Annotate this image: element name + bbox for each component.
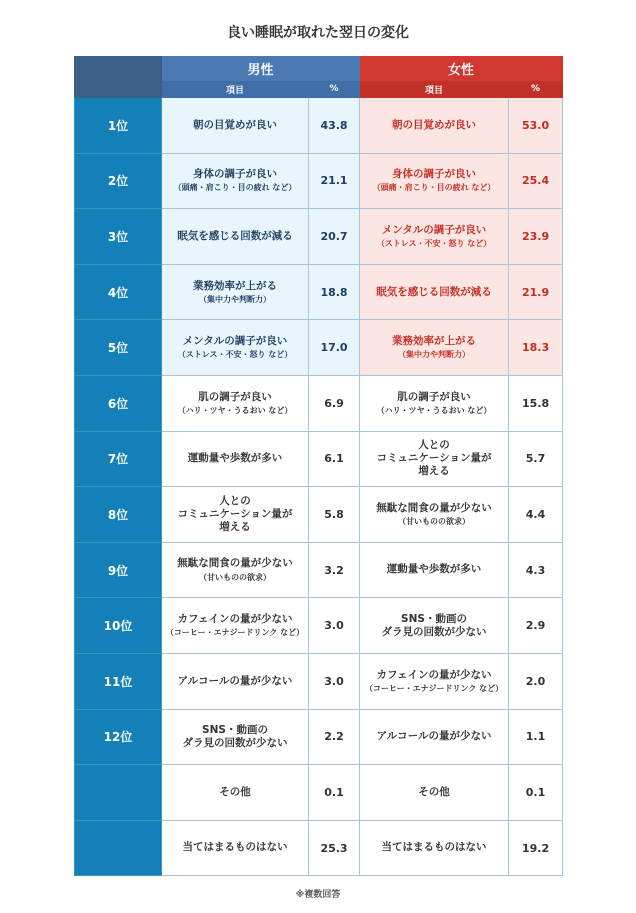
table-row bbox=[75, 153, 563, 209]
male-sub-text: （ストレス・不安・怒り など） bbox=[177, 350, 293, 360]
male-item-text: 身体の調子が良い bbox=[193, 168, 277, 181]
rank-cell: 1位 bbox=[75, 98, 162, 154]
male-sub-text: （コーヒー・エナジードリンク など） bbox=[165, 628, 305, 638]
female-pct-cell: 21.9 bbox=[509, 264, 563, 320]
female-item-text: 当てはまるものはない bbox=[381, 841, 487, 854]
rank-cell bbox=[75, 765, 162, 821]
male-item-text: カフェインの量が少ない bbox=[177, 613, 293, 626]
female-item-cell bbox=[360, 653, 509, 709]
rank-cell: 2位 bbox=[75, 153, 162, 209]
ranking-table bbox=[74, 56, 563, 876]
male-item-text: SNS・動画の ダラ見の回数が少ない bbox=[182, 723, 288, 749]
male-item-text: その他 bbox=[219, 785, 251, 798]
female-item-text: アルコールの量が少ない bbox=[376, 730, 492, 743]
male-item-cell bbox=[162, 487, 309, 543]
rank-cell: 11位 bbox=[75, 653, 162, 709]
male-item-cell bbox=[162, 598, 309, 654]
table-row bbox=[75, 209, 563, 265]
female-pct-cell: 2.9 bbox=[509, 598, 563, 654]
male-item-cell bbox=[162, 765, 309, 821]
footnote: ※複数回答 bbox=[295, 890, 341, 900]
table-row bbox=[75, 709, 563, 765]
table-row bbox=[75, 598, 563, 654]
female-item-header: 項目 bbox=[360, 81, 509, 98]
table-row bbox=[75, 264, 563, 320]
male-pct-cell: 18.8 bbox=[309, 264, 360, 320]
male-sub-text: （頭痛・肩こり・目の疲れ など） bbox=[173, 183, 297, 193]
female-pct-cell: 2.0 bbox=[509, 653, 563, 709]
header-corner bbox=[75, 57, 162, 98]
male-pct-cell: 5.8 bbox=[309, 487, 360, 543]
female-item-text: 人との コミュニケーション量が 増える bbox=[376, 439, 492, 478]
table-row bbox=[75, 820, 563, 876]
female-item-cell bbox=[360, 320, 509, 376]
male-item-cell bbox=[162, 153, 309, 209]
male-sub-text: （集中力や判断力） bbox=[199, 294, 271, 304]
male-pct-cell: 20.7 bbox=[309, 209, 360, 265]
female-item-cell bbox=[360, 765, 509, 821]
male-item-cell bbox=[162, 431, 309, 487]
male-pct-cell: 3.0 bbox=[309, 598, 360, 654]
female-item-text: 身体の調子が良い bbox=[392, 168, 477, 181]
table-row bbox=[75, 487, 563, 543]
male-pct-cell: 3.2 bbox=[309, 542, 360, 598]
male-sub-text: （甘いものの欲求） bbox=[199, 572, 271, 582]
female-pct-cell: 19.2 bbox=[509, 820, 563, 876]
female-item-cell bbox=[360, 98, 509, 154]
rank-cell: 8位 bbox=[75, 487, 162, 543]
table-row bbox=[75, 653, 563, 709]
female-sub-text: （甘いものの欲求） bbox=[398, 517, 471, 527]
female-item-cell bbox=[360, 375, 509, 431]
male-item-cell bbox=[162, 820, 309, 876]
female-item-text: 肌の調子が良い bbox=[397, 390, 471, 403]
female-header: 女性 bbox=[360, 57, 563, 81]
rank-cell bbox=[75, 820, 162, 876]
female-pct-cell: 0.1 bbox=[509, 765, 563, 821]
male-pct-cell: 6.9 bbox=[309, 375, 360, 431]
female-item-cell bbox=[360, 264, 509, 320]
female-item-text: 無駄な間食の量が少ない bbox=[376, 501, 492, 514]
chart-title: 良い睡眠が取れた翌日の変化 bbox=[227, 25, 409, 41]
female-pct-cell: 18.3 bbox=[509, 320, 563, 376]
female-item-text: その他 bbox=[418, 785, 450, 798]
female-sub-text: （ストレス・不安・怒り など） bbox=[376, 239, 492, 249]
male-item-text: 無駄な間食の量が少ない bbox=[177, 557, 293, 570]
male-item-text: メンタルの調子が良い bbox=[182, 335, 288, 348]
female-item-text: SNS・動画の ダラ見の回数が少ない bbox=[381, 612, 487, 638]
header-row bbox=[75, 57, 563, 81]
table-row bbox=[75, 765, 563, 821]
female-item-cell bbox=[360, 820, 509, 876]
male-pct-cell: 2.2 bbox=[309, 709, 360, 765]
female-item-cell bbox=[360, 487, 509, 543]
male-item-header: 項目 bbox=[162, 81, 309, 98]
male-item-cell bbox=[162, 209, 309, 265]
male-item-cell bbox=[162, 653, 309, 709]
rank-cell: 10位 bbox=[75, 598, 162, 654]
male-pct-header: % bbox=[309, 81, 360, 98]
female-item-cell bbox=[360, 431, 509, 487]
female-pct-cell: 4.4 bbox=[509, 487, 563, 543]
male-item-text: 朝の目覚めが良い bbox=[193, 118, 277, 131]
rank-cell: 7位 bbox=[75, 431, 162, 487]
female-sub-text: （ハリ・ツヤ・うるおい など） bbox=[376, 405, 492, 415]
rank-cell: 3位 bbox=[75, 209, 162, 265]
male-pct-cell: 25.3 bbox=[309, 820, 360, 876]
male-item-text: 業務効率が上がる bbox=[193, 279, 277, 292]
female-item-cell bbox=[360, 209, 509, 265]
male-pct-cell: 6.1 bbox=[309, 431, 360, 487]
table-row bbox=[75, 98, 563, 154]
male-item-cell bbox=[162, 375, 309, 431]
female-item-text: 運動量や歩数が多い bbox=[386, 563, 482, 576]
female-item-text: 業務効率が上がる bbox=[392, 335, 477, 348]
male-item-cell bbox=[162, 709, 309, 765]
female-pct-header: % bbox=[509, 81, 563, 98]
male-pct-cell: 3.0 bbox=[309, 653, 360, 709]
male-pct-cell: 0.1 bbox=[309, 765, 360, 821]
female-sub-text: （頭痛・肩こり・目の疲れ など） bbox=[372, 183, 496, 193]
female-pct-cell: 1.1 bbox=[509, 709, 563, 765]
female-pct-cell: 53.0 bbox=[509, 98, 563, 154]
male-item-text: 当てはまるものはない bbox=[182, 841, 288, 854]
male-item-text: アルコールの量が少ない bbox=[177, 674, 293, 687]
table-row bbox=[75, 431, 563, 487]
female-item-cell bbox=[360, 153, 509, 209]
male-pct-cell: 21.1 bbox=[309, 153, 360, 209]
female-pct-cell: 15.8 bbox=[509, 375, 563, 431]
male-item-text: 運動量や歩数が多い bbox=[187, 452, 283, 465]
female-pct-cell: 25.4 bbox=[509, 153, 563, 209]
rank-cell: 5位 bbox=[75, 320, 162, 376]
rank-cell: 6位 bbox=[75, 375, 162, 431]
female-item-text: 朝の目覚めが良い bbox=[392, 118, 477, 131]
male-item-text: 肌の調子が良い bbox=[198, 390, 272, 403]
male-item-cell bbox=[162, 264, 309, 320]
female-item-cell bbox=[360, 542, 509, 598]
female-pct-cell: 5.7 bbox=[509, 431, 563, 487]
male-item-cell bbox=[162, 542, 309, 598]
table-row bbox=[75, 375, 563, 431]
rank-cell: 12位 bbox=[75, 709, 162, 765]
female-item-text: メンタルの調子が良い bbox=[381, 223, 487, 236]
male-pct-cell: 17.0 bbox=[309, 320, 360, 376]
female-item-cell bbox=[360, 709, 509, 765]
female-item-cell bbox=[360, 598, 509, 654]
male-item-cell bbox=[162, 98, 309, 154]
male-header: 男性 bbox=[162, 57, 360, 81]
table-row bbox=[75, 542, 563, 598]
male-sub-text: （ハリ・ツヤ・うるおい など） bbox=[177, 405, 293, 415]
table-row bbox=[75, 320, 563, 376]
rank-cell: 9位 bbox=[75, 542, 162, 598]
female-pct-cell: 23.9 bbox=[509, 209, 563, 265]
female-sub-text: （集中力や判断力） bbox=[398, 350, 471, 360]
male-item-cell bbox=[162, 320, 309, 376]
male-item-text: 人との コミュニケーション量が 増える bbox=[177, 494, 293, 534]
female-pct-cell: 4.3 bbox=[509, 542, 563, 598]
male-pct-cell: 43.8 bbox=[309, 98, 360, 154]
female-item-text: カフェインの量が少ない bbox=[376, 668, 492, 681]
female-sub-text: （コーヒー・エナジードリンク など） bbox=[364, 683, 504, 693]
female-item-text: 眠気を感じる回数が減る bbox=[376, 285, 492, 298]
rank-cell: 4位 bbox=[75, 264, 162, 320]
male-item-text: 眠気を感じる回数が減る bbox=[177, 229, 293, 242]
